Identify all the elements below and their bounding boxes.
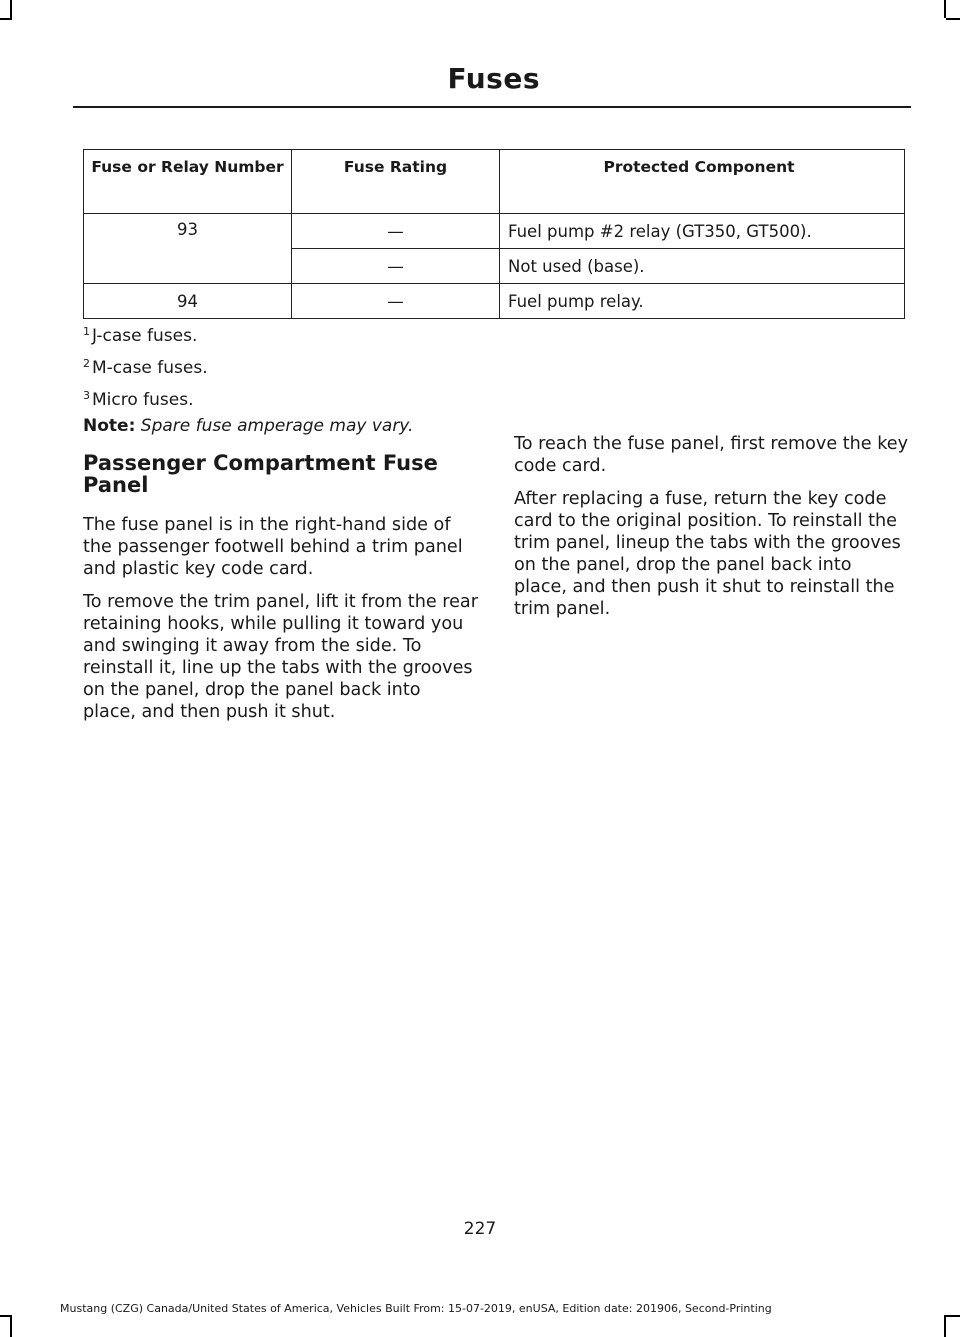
footnote-marker: 1 [83,325,90,338]
body-paragraph: To remove the trim panel, lift it from the rear retaining hooks, while pulling it toward you and swinging it away from the side. To reinstall it, line up the tabs with the grooves on the panel, drop the panel back into place, and then push it shut. [83,592,478,722]
fuse-rating-cell: — [292,249,500,284]
section-heading: Passenger Compartment Fuse Panel [83,451,438,497]
footnotes [83,318,413,438]
crop-mark [946,18,960,20]
body-paragraph: The fuse panel is in the right-hand side of the passenger footwell behind a trim panel and plastic key code card. [83,515,463,579]
note-text: Spare fuse amperage may vary. [140,416,414,436]
footnote-text: J-case fuses. [92,326,198,346]
crop-mark [10,1317,12,1337]
footnote-text: Micro fuses. [92,390,194,410]
body-paragraph: To reach the fuse panel, first remove the key code card. [514,434,909,476]
protected-component-cell: Fuel pump relay. [500,284,905,319]
protected-component-cell: Fuel pump #2 relay (GT350, GT500). [500,214,905,249]
note-label: Note: [83,416,136,436]
footer-text: Mustang (CZG) Canada/United States of America, Vehicles Built From: 15-07-2019, enUSA, Edition date: 201906, Second-Printing [60,1302,772,1315]
footnote [83,382,413,414]
crop-mark [944,0,946,18]
left-column [83,452,478,734]
header-rule [73,106,911,108]
footnote-marker: 3 [83,389,90,402]
table-row [84,214,905,249]
page-number: 227 [463,1219,497,1239]
column-header: Protected Component [500,150,905,214]
table-row [84,284,905,319]
crop-mark [944,1315,960,1317]
footnote [83,350,413,382]
footnote-text: M-case fuses. [92,358,208,378]
table-header-row [84,150,905,214]
note [83,414,413,438]
column-header: Fuse or Relay Number [84,150,292,214]
fuse-rating-cell: — [292,284,500,319]
crop-mark [0,18,12,20]
right-column [514,433,909,631]
footnote-marker: 2 [83,357,90,370]
crop-mark [944,1317,946,1337]
fuse-number-cell: 93 [84,214,292,284]
body-paragraph: After replacing a fuse, return the key code card to the original position. To reinstall the trim panel, lineup the tabs with the grooves on the panel, drop the panel back into place, and then push it shut to reinstall the trim panel. [514,489,901,619]
column-header: Fuse Rating [292,150,500,214]
crop-mark [0,1315,12,1317]
footnote [83,318,413,350]
page-title: Fuses [447,62,540,95]
protected-component-cell: Not used (base). [500,249,905,284]
fuse-rating-cell: — [292,214,500,249]
fuse-table [83,149,905,319]
fuse-number-cell: 94 [84,284,292,319]
crop-mark [10,0,12,18]
